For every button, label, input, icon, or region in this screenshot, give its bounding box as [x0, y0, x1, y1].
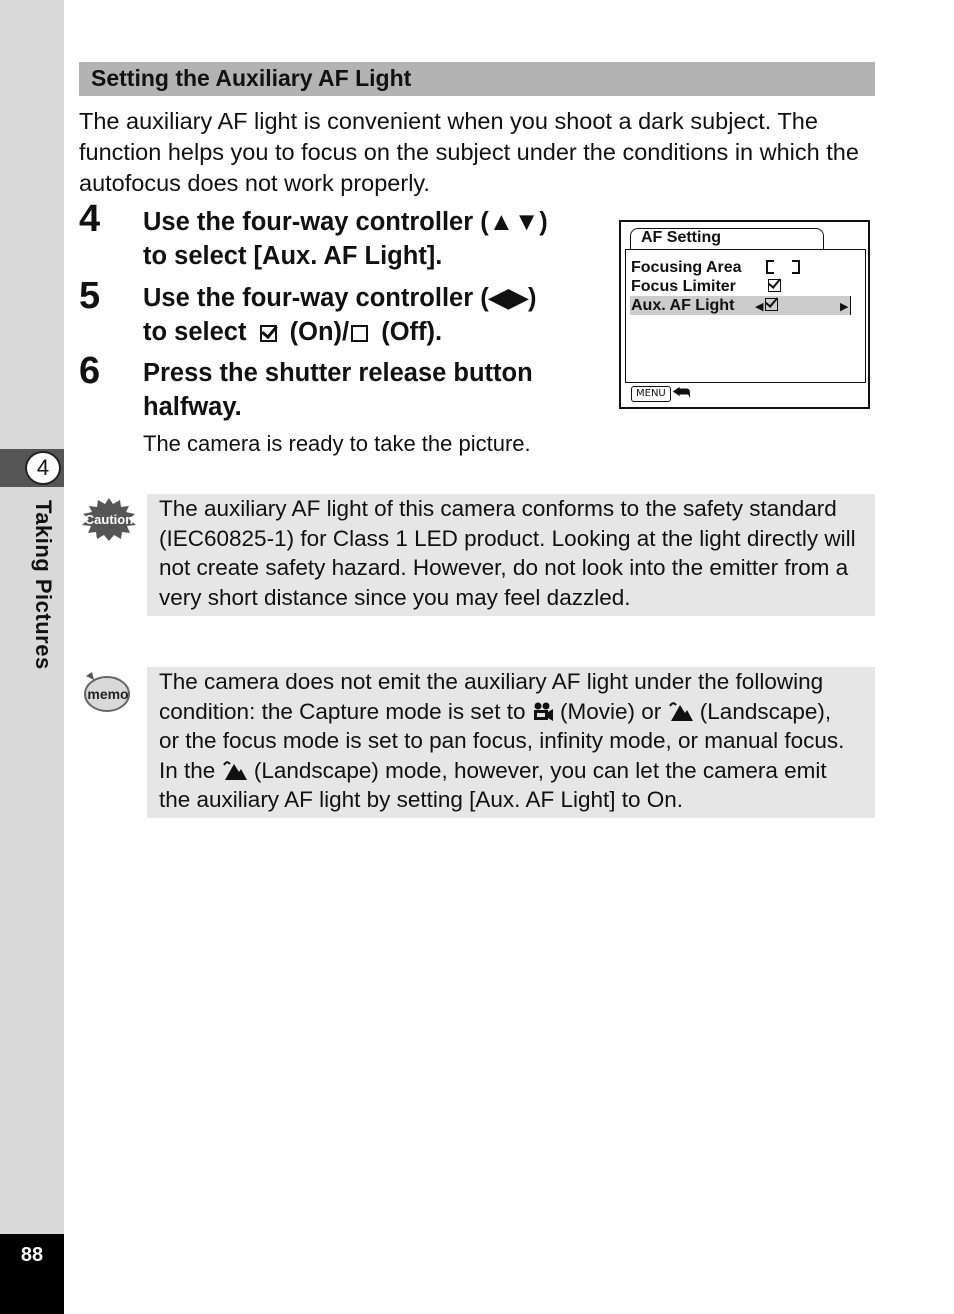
step-line: Use the four-way controller (▲▼) — [143, 208, 548, 236]
on-label: (On)/ — [289, 318, 350, 346]
step-line: Use the four-way controller (◀▶) — [143, 284, 537, 312]
chapter-number: 4 — [25, 451, 61, 485]
memo-box — [147, 667, 875, 818]
step-number: 4 — [79, 198, 101, 240]
memo-line-part: (Landscape) mode, however, you can let the camera emit — [253, 757, 827, 783]
step-line: halfway. — [143, 393, 242, 421]
memo-line-part: condition: the Capture mode is set to — [159, 698, 526, 724]
screen-tab-title: AF Setting — [641, 229, 721, 246]
memo-text — [159, 667, 871, 815]
memo-line-part: In the — [159, 757, 216, 783]
arrow-left-icon: ◀ — [755, 301, 764, 313]
landscape-mode-icon — [222, 759, 248, 781]
checkbox-checked-icon — [768, 279, 781, 292]
step-number: 5 — [79, 275, 101, 317]
chapter-title: Taking Pictures — [31, 500, 56, 670]
menu-item-focusing-area: Focusing Area — [631, 259, 742, 276]
memo-icon-label: memo — [87, 686, 129, 702]
step-line — [143, 315, 603, 349]
caution-box — [147, 494, 875, 616]
landscape-mode-icon — [668, 700, 694, 722]
checkbox-off-icon — [351, 325, 368, 342]
checkbox-on-icon — [260, 325, 277, 342]
menu-item-focus-limiter: Focus Limiter — [631, 278, 736, 295]
memo-icon — [80, 670, 132, 714]
aux-af-light-value — [755, 296, 780, 317]
step-number: 6 — [79, 350, 101, 392]
bracket-left-icon — [766, 260, 774, 274]
focus-limiter-value — [766, 277, 783, 296]
step-line: Press the shutter release button — [143, 359, 533, 387]
caution-icon-label: Caution — [84, 512, 134, 527]
memo-line: the auxiliary AF light by setting [Aux. AF Light] to On. — [159, 787, 684, 812]
bracket-right-icon — [792, 260, 800, 274]
return-arrow-icon: ⮪ — [672, 382, 691, 404]
movie-mode-icon — [532, 702, 554, 722]
caution-icon — [80, 497, 138, 541]
focus-area-bracket-icon — [766, 258, 800, 279]
menu-button-icon: MENU — [631, 386, 671, 402]
memo-line: The camera does not emit the auxiliary AF light under the following — [159, 669, 824, 694]
arrow-right-icon: ▶ — [840, 301, 849, 313]
menu-item-aux-af-light: Aux. AF Light — [631, 297, 735, 314]
off-label: (Off). — [381, 318, 443, 346]
section-title: Setting the Auxiliary AF Light — [91, 65, 412, 91]
step-text — [143, 205, 603, 273]
memo-line-part: (Movie) or — [560, 698, 662, 724]
camera-screen — [619, 220, 870, 409]
checkbox-checked-icon — [765, 298, 778, 311]
page-number: 88 — [20, 1244, 44, 1266]
memo-line — [159, 756, 871, 786]
step-sub-text: The camera is ready to take the picture. — [143, 431, 531, 456]
step-line-pre: to select — [143, 318, 247, 346]
memo-line-part: (Landscape), — [699, 698, 832, 724]
memo-line — [159, 697, 871, 727]
step-text — [143, 356, 603, 424]
step-line: to select [Aux. AF Light]. — [143, 242, 443, 270]
memo-line: or the focus mode is set to pan focus, infinity mode, or manual focus. — [159, 728, 845, 753]
caution-text: The auxiliary AF light of this camera conforms to the safety standard (IEC60825-1) for Class 1 LED product. Looking at the light directly will not create safety hazard. However, do not look into the emitter from a very short distance since you may feel dazzled. — [159, 496, 856, 610]
step-text — [143, 281, 603, 349]
intro-paragraph: The auxiliary AF light is convenient when you shoot a dark subject. The function helps you to focus on the subject under the conditions in which the autofocus does not work properly. — [79, 108, 859, 196]
